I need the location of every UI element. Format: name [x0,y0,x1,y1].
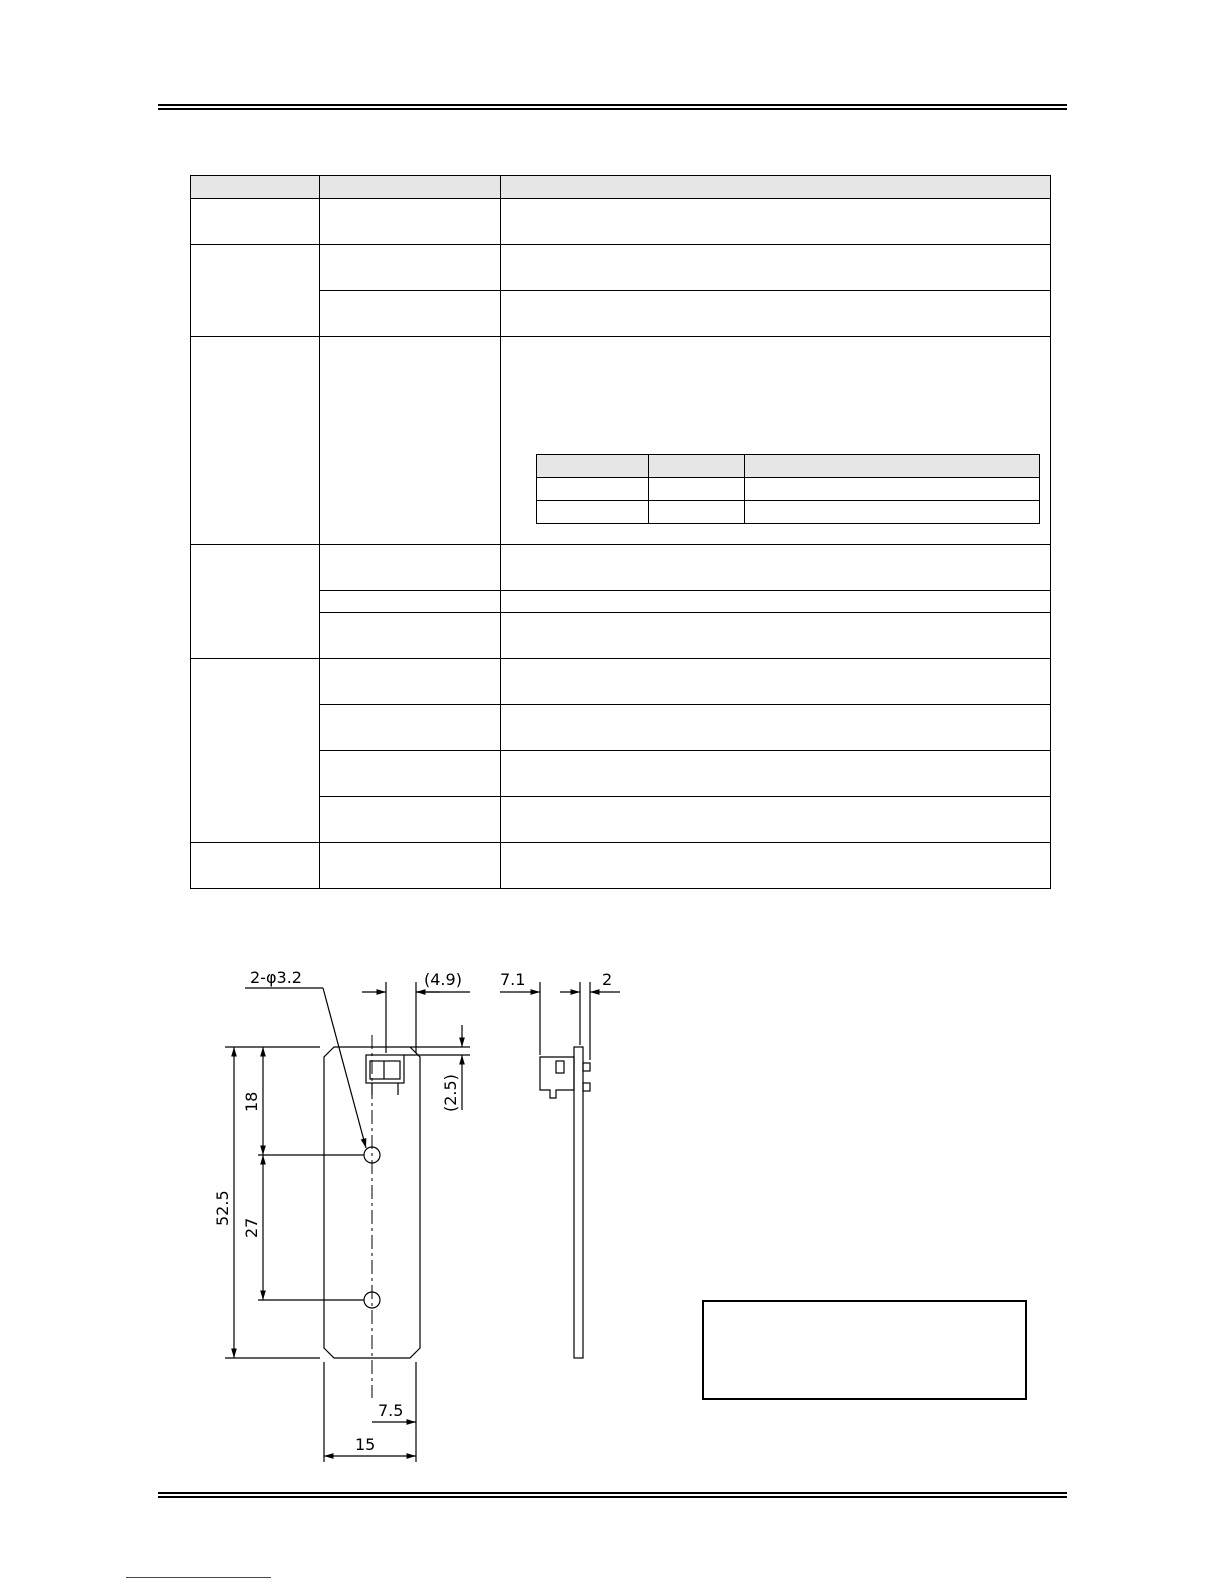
center-width-label: 7.5 [378,1401,404,1420]
connector-offset-label: (4.9) [424,970,462,989]
overall-width-label: 15 [355,1435,376,1454]
hole-callout-label: 2-φ3.2 [250,968,302,987]
side-thickness-label: 2 [602,970,613,989]
note-box [702,1300,1027,1400]
hole-pitch-label: 27 [242,1217,261,1238]
side-depth-label: 7.1 [500,970,526,989]
hole-pitch-top-label: 18 [242,1091,261,1112]
footer-rule [158,1492,1067,1498]
board-side-view [540,1047,590,1358]
link-underline[interactable] [126,1577,271,1578]
hole-callout-leader [323,988,366,1148]
overall-length-label: 52.5 [213,1190,232,1226]
connector-height-label: (2.5) [441,1074,460,1112]
